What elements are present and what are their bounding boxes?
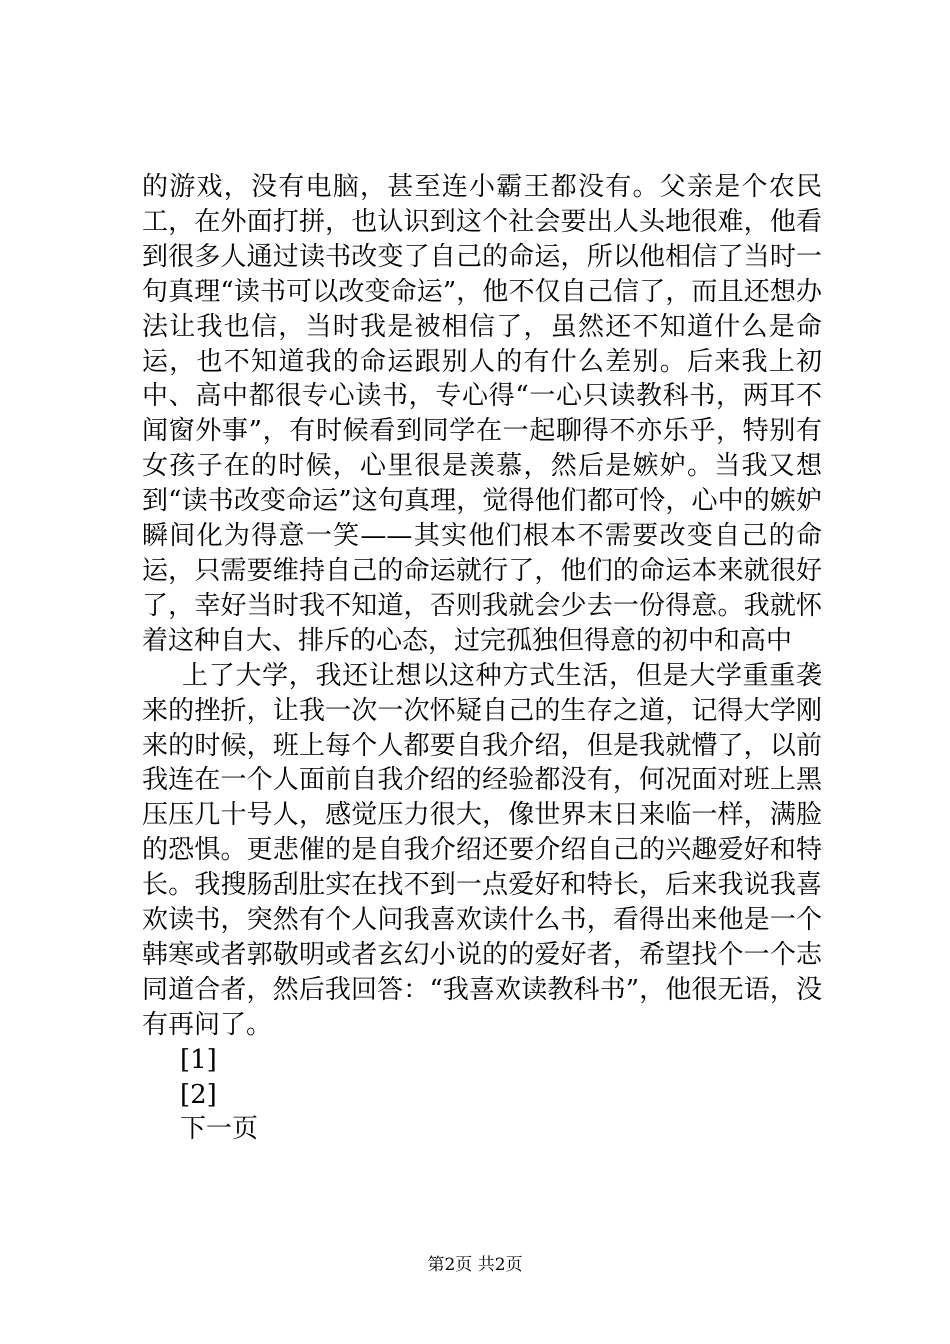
document-body [142,170,822,1147]
page-link-2[interactable]: [2] [180,1079,217,1110]
page-link-1[interactable]: [1] [180,1044,217,1075]
page-footer: 第2页 共2页 [427,1255,523,1275]
next-page-link[interactable]: 下一页 [180,1114,259,1145]
paragraph-2: 上了大学，我还让想以这种方式生活，但是大学重重袭来的挫折，让我一次一次怀疑自己的生存之道，记得大学刚来的时候，班上每个人都要自我介绍，但是我就懵了，以前我连在一个人面前自我介绍的经验都没有，何况面对班上黑压压几十号人，感觉压力很大，像世界末日来临一样，满脸的恐惧。更悲催的是自我介绍还要介绍自己的兴趣爱好和特长。我搜肠刮肚实在找不到一点爱好和特长，后来我说我喜欢读书，突然有个人问我喜欢读什么书，看得出来他是一个韩寒或者郭敬明或者玄幻小说的的爱好者，希望找个一个志同道合者，然后我回答：“我喜欢读教科书”，他很无语，没有再问了。 [142,660,822,1040]
paragraph-1: 的游戏，没有电脑，甚至连小霸王都没有。父亲是个农民工，在外面打拼，也认识到这个社会要出人头地很难，他看到很多人通过读书改变了自己的命运，所以他相信了当时一句真理“读书可以改变命运”，他不仅自己信了，而且还想办法让我也信，当时我是被相信了，虽然还不知道什么是命运，也不知道我的命运跟别人的有什么差别。后来我上初中、高中都很专心读书，专心得“一心只读教科书，两耳不闻窗外事”，有时候看到同学在一起聊得不亦乐乎，特别有女孩子在的时候，心里很是羡慕，然后是嫉妒。当我又想到“读书改变命运”这句真理，觉得他们都可怜，心中的嫉妒瞬间化为得意一笑——其实他们根本不需要改变自己的命运，只需要维持自己的命运就行了，他们的命运本来就很好了，幸好当时我不知道，否则我就会少去一份得意。我就怀着这种自大、排斥的心态，过完孤独但得意的初中和高中 [142,172,822,656]
